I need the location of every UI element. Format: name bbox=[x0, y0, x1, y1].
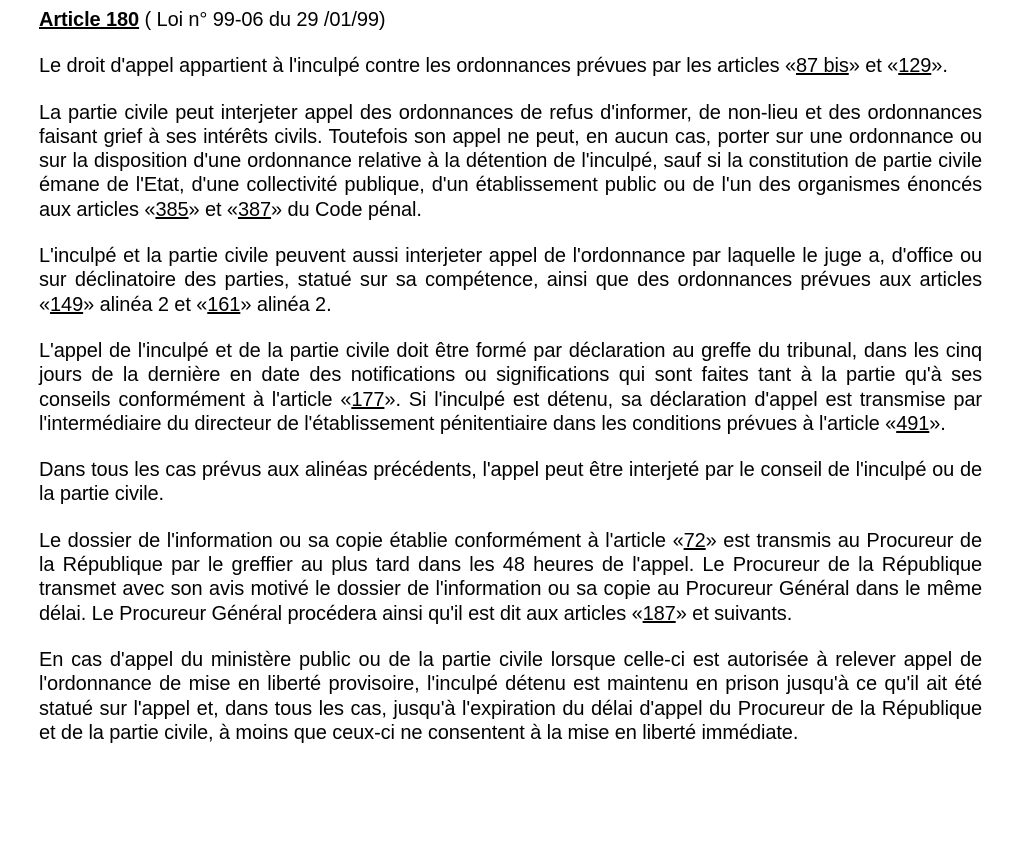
paragraph bbox=[39, 54, 982, 78]
paragraph-text: Le dossier de l'information ou sa copie établie conformément à l'article « bbox=[39, 529, 684, 552]
paragraph bbox=[39, 244, 982, 317]
paragraph-text: Le droit d'appel appartient à l'inculpé contre les ordonnances prévues par les articles « bbox=[39, 55, 796, 78]
paragraph-text: La partie civile peut interjeter appel des ordonnances de refus d'informer, de non-lieu et des ordonnances faisant grief à ses intérêts civils. Toutefois son appel ne peut, en aucun cas, porter sur une ordonnance ou sur la disposition d'une ordonnance relative à la détention de l'inculpé, sauf si la constitution de partie civile émane de l'Etat, d'une collectivité publique, d'un établissement public ou de l'un des organismes énoncés aux articles « bbox=[39, 101, 982, 221]
article-body bbox=[39, 54, 982, 745]
paragraph bbox=[39, 101, 982, 222]
article-reference-link[interactable]: 87 bis bbox=[795, 55, 849, 78]
paragraph-text: ». Si l'inculpé est détenu, sa déclaration d'appel est transmise par l'intermédiaire du directeur de l'établissement pénitentiaire dans les conditions prévues à l'article « bbox=[39, 388, 982, 435]
article-reference-link[interactable]: 385 bbox=[155, 198, 189, 221]
paragraph-text: En cas d'appel du ministère public ou de la partie civile lorsque celle-ci est autorisée à relever appel de l'ordonnance de mise en liberté provisoire, l'inculpé détenu est maintenu en prison jusqu'à ce qu'il ait été statué sur l'appel et, dans tous les cas, jusqu'à l'expiration du délai d'appel du Procureur de la République et de la partie civile, à moins que ceux-ci ne consentent à la mise en liberté immédiate. bbox=[39, 648, 982, 744]
article-reference-link[interactable]: 161 bbox=[207, 293, 241, 316]
article-reference-link[interactable]: 187 bbox=[642, 602, 676, 625]
paragraph-text: ». bbox=[929, 412, 946, 435]
paragraph-text: ». bbox=[931, 55, 948, 78]
paragraph-text: » et suivants. bbox=[675, 602, 793, 625]
article-reference-link[interactable]: 149 bbox=[50, 293, 84, 316]
paragraph-text: Dans tous les cas prévus aux alinéas précédents, l'appel peut être interjeté par le conseil de l'inculpé ou de la partie civile. bbox=[39, 459, 982, 506]
article-reference-link[interactable]: 177 bbox=[351, 388, 385, 411]
article-reference-link[interactable]: 72 bbox=[683, 529, 706, 552]
article-subtitle: ( Loi n° 99-06 du 29 /01/99) bbox=[139, 9, 386, 31]
article-title: Article 180 bbox=[39, 9, 140, 31]
paragraph bbox=[39, 529, 982, 626]
article-heading bbox=[39, 8, 982, 32]
paragraph-text: » alinéa 2. bbox=[240, 293, 332, 316]
article-reference-link[interactable]: 387 bbox=[237, 198, 272, 221]
paragraph-text: L'inculpé et la partie civile peuvent aussi interjeter appel de l'ordonnance par laquelle le juge a, d'office ou sur déclinatoire des parties, statué sur sa compétence, ainsi que des ordonnances prévues aux articles « bbox=[39, 245, 982, 316]
paragraph-text: L'appel de l'inculpé et de la partie civile doit être formé par déclaration au greffe du tribunal, dans les cinq jours de la dernière en date des notifications ou significations qui sont faites tant à la partie qu'à ses conseils conformément à l'article « bbox=[39, 339, 982, 411]
article-reference-link[interactable]: 129 bbox=[898, 55, 932, 78]
paragraph-text: » du Code pénal. bbox=[271, 198, 422, 221]
paragraph bbox=[39, 648, 982, 745]
paragraph-text: » et « bbox=[188, 198, 238, 221]
paragraph-text: » et « bbox=[848, 55, 899, 78]
paragraph-text: » est transmis au Procureur de la République par le greffier au plus tard dans les 48 heures de l'appel. Le Procureur de la République transmet avec son avis motivé le dossier de l'information ou sa copie au Procureur Général dans le même délai. Le Procureur Général procédera ainsi qu'il est dit aux articles « bbox=[39, 529, 982, 625]
paragraph bbox=[39, 339, 982, 436]
article-reference-link[interactable]: 491 bbox=[896, 412, 930, 435]
paragraph-text: » alinéa 2 et « bbox=[83, 293, 208, 316]
paragraph bbox=[39, 458, 982, 507]
